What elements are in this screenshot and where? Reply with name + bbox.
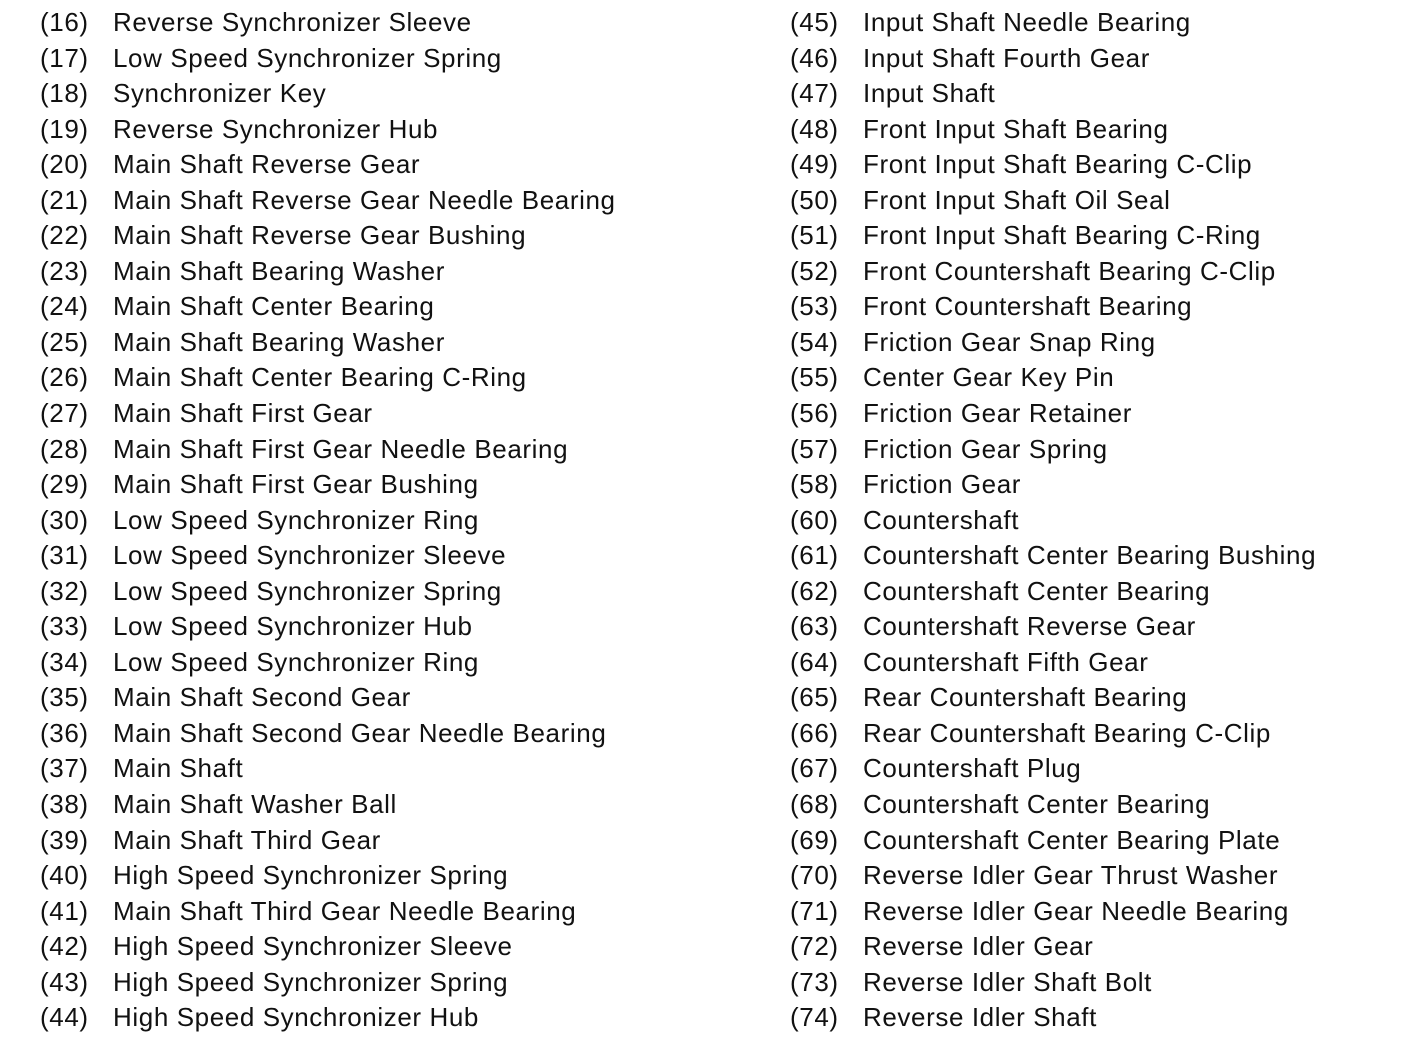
part-number: (70): [790, 860, 839, 891]
parts-list-item: [790, 360, 1400, 396]
parts-list-item: [790, 254, 1400, 290]
part-name: Main Shaft First Gear: [113, 398, 373, 429]
part-number: (40): [40, 860, 89, 891]
part-name: Low Speed Synchronizer Spring: [113, 42, 502, 73]
part-name: Countershaft Center Bearing: [863, 789, 1211, 820]
parts-list-item: [790, 289, 1400, 325]
parts-list-item: [790, 76, 1400, 112]
part-name: Low Speed Synchronizer Ring: [113, 646, 479, 677]
part-name: Main Shaft Washer Ball: [113, 789, 397, 820]
part-name: High Speed Synchronizer Sleeve: [113, 931, 513, 962]
parts-list-item: [790, 680, 1400, 716]
part-name: Countershaft Plug: [863, 753, 1082, 784]
part-name: Input Shaft Fourth Gear: [863, 42, 1150, 73]
parts-list-item: [790, 5, 1400, 41]
parts-list-item: [40, 183, 740, 219]
part-number: (50): [790, 184, 839, 215]
parts-list-item: [790, 538, 1400, 574]
parts-list-item: [790, 41, 1400, 77]
parts-list-item: [790, 787, 1400, 823]
part-name: Synchronizer Key: [113, 78, 327, 109]
part-number: (25): [40, 326, 89, 357]
parts-list-item: [40, 360, 740, 396]
part-number: (43): [40, 966, 89, 997]
part-number: (74): [790, 1002, 839, 1033]
parts-list-item: [790, 183, 1400, 219]
parts-list-item: [790, 112, 1400, 148]
part-number: (61): [790, 540, 839, 571]
part-number: (21): [40, 184, 89, 215]
part-name: Friction Gear: [863, 469, 1022, 500]
part-name: Countershaft Center Bearing Bushing: [863, 540, 1317, 571]
part-name: Main Shaft Center Bearing C-Ring: [113, 362, 527, 393]
part-number: (35): [40, 682, 89, 713]
part-name: Friction Gear Retainer: [863, 398, 1132, 429]
parts-list-item: [40, 823, 740, 859]
part-name: Center Gear Key Pin: [863, 362, 1115, 393]
part-name: Rear Countershaft Bearing: [863, 682, 1188, 713]
parts-list-item: [40, 289, 740, 325]
part-name: Input Shaft: [863, 78, 996, 109]
parts-list-item: [40, 147, 740, 183]
part-number: (20): [40, 149, 89, 180]
part-name: High Speed Synchronizer Spring: [113, 966, 509, 997]
parts-list-item: [790, 1000, 1400, 1036]
part-name: Low Speed Synchronizer Sleeve: [113, 540, 507, 571]
parts-list-item: [40, 218, 740, 254]
part-name: Reverse Idler Gear Needle Bearing: [863, 895, 1289, 926]
part-number: (53): [790, 291, 839, 322]
parts-list-item: [40, 716, 740, 752]
parts-list-item: [790, 609, 1400, 645]
part-number: (36): [40, 717, 89, 748]
parts-list-left-column: [40, 5, 740, 1036]
part-number: (26): [40, 362, 89, 393]
parts-list-item: [40, 787, 740, 823]
part-number: (32): [40, 575, 89, 606]
part-name: Friction Gear Spring: [863, 433, 1108, 464]
part-number: (45): [790, 7, 839, 37]
part-number: (17): [40, 42, 89, 73]
part-number: (31): [40, 540, 89, 571]
parts-list-item: [40, 432, 740, 468]
parts-list-item: [40, 467, 740, 503]
part-number: (49): [790, 149, 839, 180]
parts-list-item: [40, 396, 740, 432]
part-name: High Speed Synchronizer Hub: [113, 1002, 479, 1033]
parts-list-item: [40, 894, 740, 930]
parts-list-item: [790, 716, 1400, 752]
part-number: (39): [40, 824, 89, 855]
parts-list-item: [40, 503, 740, 539]
part-number: (16): [40, 7, 89, 37]
part-name: Reverse Idler Gear: [863, 931, 1094, 962]
parts-list-item: [790, 432, 1400, 468]
parts-list-item: [40, 965, 740, 1001]
part-number: (68): [790, 789, 839, 820]
part-name: Main Shaft Bearing Washer: [113, 326, 445, 357]
part-number: (18): [40, 78, 89, 109]
part-name: Countershaft: [863, 504, 1020, 535]
part-name: Main Shaft Bearing Washer: [113, 255, 445, 286]
part-number: (29): [40, 469, 89, 500]
parts-list-item: [40, 645, 740, 681]
part-number: (69): [790, 824, 839, 855]
part-number: (58): [790, 469, 839, 500]
part-number: (41): [40, 895, 89, 926]
parts-list-item: [790, 396, 1400, 432]
parts-list-item: [790, 858, 1400, 894]
part-name: Friction Gear Snap Ring: [863, 326, 1156, 357]
part-name: Low Speed Synchronizer Spring: [113, 575, 502, 606]
parts-list-item: [40, 1000, 740, 1036]
parts-list-item: [790, 751, 1400, 787]
parts-list-item: [790, 645, 1400, 681]
part-number: (30): [40, 504, 89, 535]
parts-list-item: [790, 147, 1400, 183]
parts-list-item: [40, 76, 740, 112]
part-name: Front Input Shaft Bearing C-Ring: [863, 220, 1261, 251]
part-name: Main Shaft Second Gear: [113, 682, 411, 713]
part-number: (46): [790, 42, 839, 73]
part-name: Countershaft Center Bearing Plate: [863, 824, 1281, 855]
parts-list-item: [40, 538, 740, 574]
parts-list-item: [790, 503, 1400, 539]
part-name: Low Speed Synchronizer Hub: [113, 611, 473, 642]
part-number: (24): [40, 291, 89, 322]
part-number: (73): [790, 966, 839, 997]
parts-list-item: [790, 929, 1400, 965]
part-name: Low Speed Synchronizer Ring: [113, 504, 479, 535]
parts-list-item: [40, 5, 740, 41]
part-name: Main Shaft Third Gear: [113, 824, 381, 855]
part-name: Reverse Synchronizer Hub: [113, 113, 439, 144]
part-name: Main Shaft Second Gear Needle Bearing: [113, 717, 607, 748]
part-name: High Speed Synchronizer Spring: [113, 860, 509, 891]
part-number: (66): [790, 717, 839, 748]
part-name: Front Input Shaft Bearing: [863, 113, 1169, 144]
part-number: (63): [790, 611, 839, 642]
part-number: (47): [790, 78, 839, 109]
part-number: (72): [790, 931, 839, 962]
part-name: Main Shaft First Gear Needle Bearing: [113, 433, 569, 464]
part-name: Reverse Synchronizer Sleeve: [113, 7, 472, 37]
part-number: (44): [40, 1002, 89, 1033]
parts-list-item: [40, 929, 740, 965]
parts-list-item: [790, 574, 1400, 610]
parts-list-item: [790, 467, 1400, 503]
part-name: Countershaft Fifth Gear: [863, 646, 1149, 677]
part-number: (55): [790, 362, 839, 393]
part-name: Main Shaft First Gear Bushing: [113, 469, 479, 500]
part-number: (54): [790, 326, 839, 357]
part-number: (62): [790, 575, 839, 606]
part-number: (64): [790, 646, 839, 677]
parts-list-item: [790, 965, 1400, 1001]
parts-list-item: [790, 894, 1400, 930]
part-name: Reverse Idler Shaft Bolt: [863, 966, 1152, 997]
part-number: (52): [790, 255, 839, 286]
part-name: Front Countershaft Bearing: [863, 291, 1193, 322]
part-name: Reverse Idler Gear Thrust Washer: [863, 860, 1279, 891]
part-number: (48): [790, 113, 839, 144]
parts-list-item: [40, 41, 740, 77]
part-number: (38): [40, 789, 89, 820]
part-number: (27): [40, 398, 89, 429]
part-name: Input Shaft Needle Bearing: [863, 7, 1191, 37]
part-name: Countershaft Reverse Gear: [863, 611, 1196, 642]
parts-list-item: [40, 325, 740, 361]
part-number: (67): [790, 753, 839, 784]
part-number: (60): [790, 504, 839, 535]
part-number: (28): [40, 433, 89, 464]
parts-list-item: [40, 609, 740, 645]
part-name: Front Input Shaft Oil Seal: [863, 184, 1171, 215]
parts-list-item: [40, 574, 740, 610]
part-name: Main Shaft Third Gear Needle Bearing: [113, 895, 577, 926]
part-name: Reverse Idler Shaft: [863, 1002, 1097, 1033]
parts-list-item: [790, 325, 1400, 361]
part-number: (33): [40, 611, 89, 642]
part-number: (71): [790, 895, 839, 926]
parts-list-item: [790, 823, 1400, 859]
part-number: (19): [40, 113, 89, 144]
part-number: (22): [40, 220, 89, 251]
part-number: (57): [790, 433, 839, 464]
part-name: Main Shaft Center Bearing: [113, 291, 435, 322]
part-name: Main Shaft Reverse Gear Needle Bearing: [113, 184, 616, 215]
part-name: Main Shaft: [113, 753, 244, 784]
parts-list-right-column: [790, 5, 1400, 1036]
part-number: (23): [40, 255, 89, 286]
parts-list-item: [40, 858, 740, 894]
part-number: (34): [40, 646, 89, 677]
parts-list-item: [40, 751, 740, 787]
part-name: Front Countershaft Bearing C-Clip: [863, 255, 1276, 286]
part-number: (56): [790, 398, 839, 429]
part-name: Rear Countershaft Bearing C-Clip: [863, 717, 1271, 748]
part-number: (37): [40, 753, 89, 784]
parts-list-item: [40, 112, 740, 148]
part-name: Main Shaft Reverse Gear: [113, 149, 421, 180]
part-number: (51): [790, 220, 839, 251]
parts-list-item: [40, 254, 740, 290]
part-number: (42): [40, 931, 89, 962]
part-name: Front Input Shaft Bearing C-Clip: [863, 149, 1253, 180]
part-name: Main Shaft Reverse Gear Bushing: [113, 220, 527, 251]
parts-list-item: [790, 218, 1400, 254]
part-number: (65): [790, 682, 839, 713]
parts-list-item: [40, 680, 740, 716]
part-name: Countershaft Center Bearing: [863, 575, 1211, 606]
